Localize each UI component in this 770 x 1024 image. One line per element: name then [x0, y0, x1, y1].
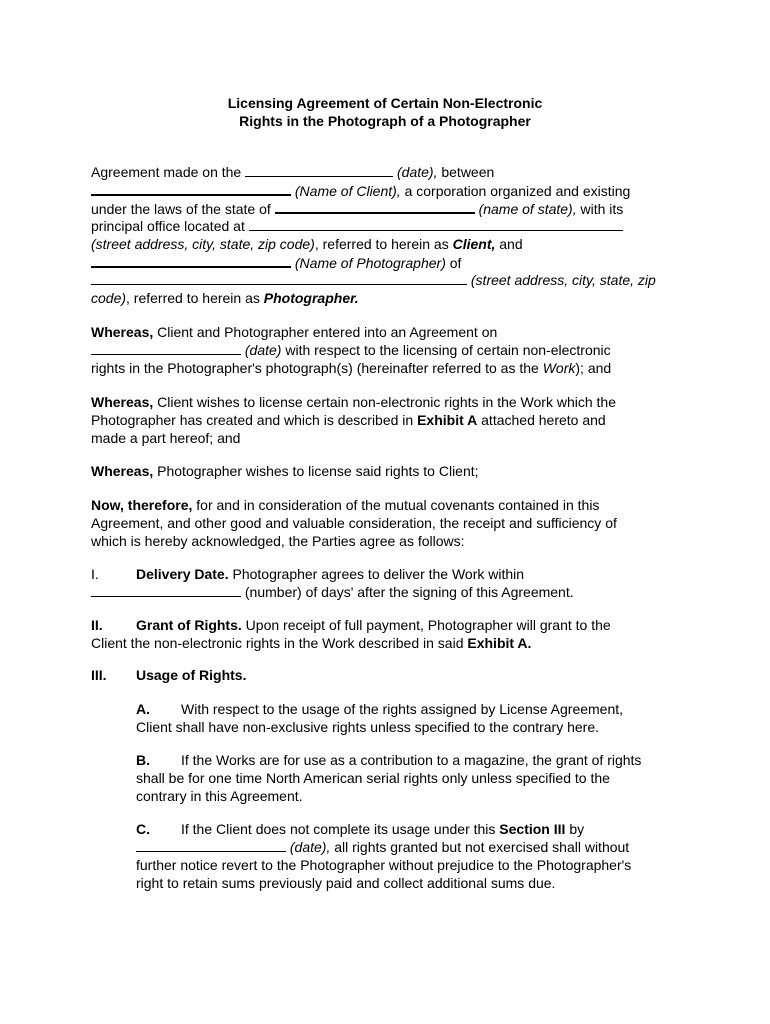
document-title [0, 94, 770, 130]
photographer-name-blank[interactable] [91, 253, 291, 268]
intro-paragraph: Agreement made on the (date), between (Name of Client), a corporation organized and existing under the laws of the state of (name of state), with its principal office located at (street address, city, state, zip code), referred to herein as Client, and (Name of Photographer) of (street address, city, state, zip code), referred to herein as Photographer. [91, 164, 656, 306]
exhibit-a-ref: Exhibit A [417, 412, 478, 428]
section-2: Grant of Rights. Upon receipt of full payment, Photographer will grant to the Client the non-electronic rights in the Work described in said Exhibit A. [91, 617, 611, 651]
state-blank[interactable] [275, 199, 475, 214]
client-name-hint: (Name of Client), [294, 183, 401, 199]
intro-text: Agreement made on the [91, 164, 242, 180]
photographer-address-blank[interactable] [91, 271, 467, 285]
section-1: Delivery Date. Photographer agrees to deliver the Work within (number) of days' after the signing of this Agreement. [91, 565, 691, 601]
section-3-number: III. [91, 667, 107, 683]
section-3-heading: Usage of Rights. [136, 667, 247, 683]
now-therefore-paragraph: Now, therefore, for and in consideration of the mutual covenants contained in this Agreement, and other good and valuable consideration, the receipt and sufficiency of which is hereby acknowledged, the Parties agree as follows: [91, 497, 617, 549]
title-line-2: Rights in the Photograph of a Photographer [239, 113, 531, 129]
section-3b: B. If the Works are for use as a contribution to a magazine, the grant of rights shall be for one time North American serial rights only unless specified to the contrary in this Agreement. [136, 752, 642, 804]
client-name-blank[interactable] [91, 181, 291, 196]
section-2-heading: Grant of Rights. [136, 617, 242, 633]
whereas-paragraph-3: Whereas, Photographer wishes to license said rights to Client; [91, 463, 479, 479]
whereas-paragraph-2: Whereas, Client wishes to license certain non-electronic rights in the Work which the Photographer has created and which is described in Exhibit A attached hereto and made a part hereof; and [91, 394, 616, 446]
section-1-heading: Delivery Date. [136, 566, 229, 582]
title-line-1: Licensing Agreement of Certain Non-Electronic [227, 95, 543, 111]
client-term: Client, [452, 236, 496, 252]
section-3c: C. If the Client does not complete its usage under this Section III by (date), all rights granted but not exercised shall without further notice revert to the Photographer without prejudice to the Photographer's right to retain sums previously paid and collect additional sums due. [136, 821, 632, 891]
agreement-date-blank[interactable] [91, 341, 241, 355]
usage-deadline-blank[interactable] [136, 838, 286, 852]
photographer-address-hint: (street address, city, state, zip [470, 272, 656, 288]
photographer-name-hint: (Name of Photographer) [294, 255, 446, 271]
section-3 [91, 666, 691, 684]
section-3a: A. With respect to the usage of the rights assigned by License Agreement, Client shall have non-exclusive rights unless specified to the contrary here. [136, 701, 624, 735]
state-hint: (name of state), [478, 201, 577, 217]
delivery-days-blank[interactable] [91, 583, 241, 597]
date-hint: (date), [397, 164, 438, 180]
photographer-term: Photographer. [263, 290, 359, 306]
section-1-number: I. [91, 566, 99, 582]
client-address-hint: (street address, city, state, zip code) [91, 236, 315, 252]
section-2-number: II. [91, 617, 103, 633]
date-blank[interactable] [245, 163, 393, 177]
client-address-blank[interactable] [249, 217, 623, 231]
whereas-paragraph-1: Whereas, Client and Photographer entered into an Agreement on (date) with respect to the licensing of certain non-electronic rights in the Photographer's photograph(s) (hereinafter referred to as the Work); and [91, 324, 612, 376]
